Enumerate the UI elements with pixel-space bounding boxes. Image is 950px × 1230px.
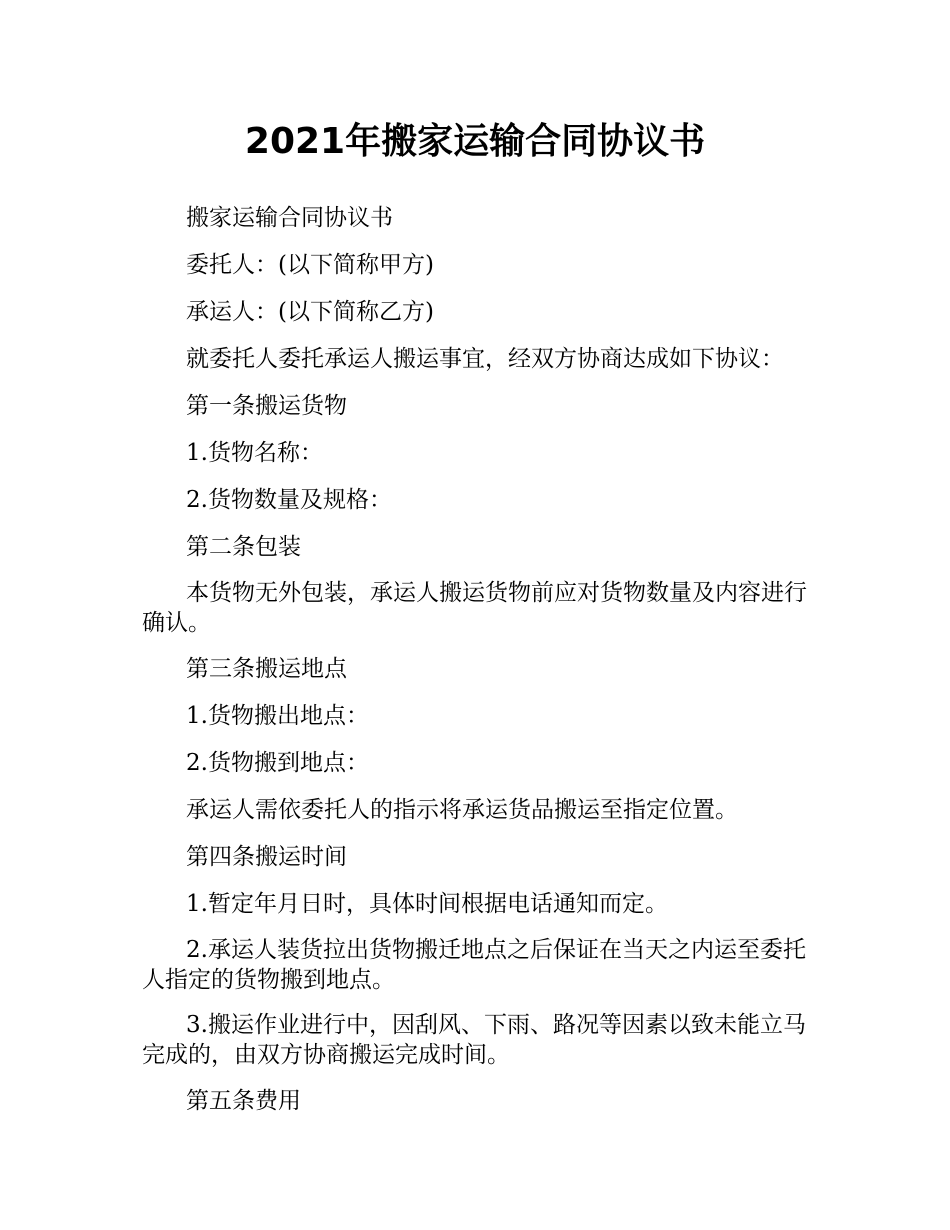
document-title: 2021年搬家运输合同协议书 <box>244 121 706 162</box>
paragraph-client: 委托人：(以下简称甲方) <box>186 252 434 278</box>
article-3-text: 承运人需依委托人的指示将承运货品搬运至指定位置。 <box>186 797 738 823</box>
paragraph-subtitle: 搬家运输合同协议书 <box>186 205 393 231</box>
article-4-item-3: 3.搬运作业进行中，因刮风、下雨、路况等因素以致未能立马完成的，由双方协商搬运完成时间。 <box>142 1012 806 1068</box>
article-4-item-2: 2.承运人装货拉出货物搬迁地点之后保证在当天之内运至委托人指定的货物搬到地点。 <box>142 937 806 993</box>
article-1-item-2: 2.货物数量及规格： <box>186 487 392 513</box>
article-3-item-2: 2.货物搬到地点： <box>186 750 369 776</box>
article-5-heading: 第五条费用 <box>186 1088 301 1114</box>
article-4-heading: 第四条搬运时间 <box>186 844 347 870</box>
article-2-text: 本货物无外包装，承运人搬运货物前应对货物数量及内容进行确认。 <box>142 580 807 636</box>
article-4-item-1: 1.暂定年月日时，具体时间根据电话通知而定。 <box>186 891 668 917</box>
paragraph-preamble: 就委托人委托承运人搬运事宜，经双方协商达成如下协议： <box>186 346 784 372</box>
article-1-item-1: 1.货物名称： <box>186 440 323 466</box>
article-2-heading: 第二条包装 <box>186 534 301 560</box>
document-body <box>142 202 810 1132</box>
paragraph-carrier: 承运人：(以下简称乙方) <box>186 299 434 325</box>
article-3-heading: 第三条搬运地点 <box>186 656 347 682</box>
article-1-heading: 第一条搬运货物 <box>186 393 347 419</box>
article-3-item-1: 1.货物搬出地点： <box>186 703 369 729</box>
